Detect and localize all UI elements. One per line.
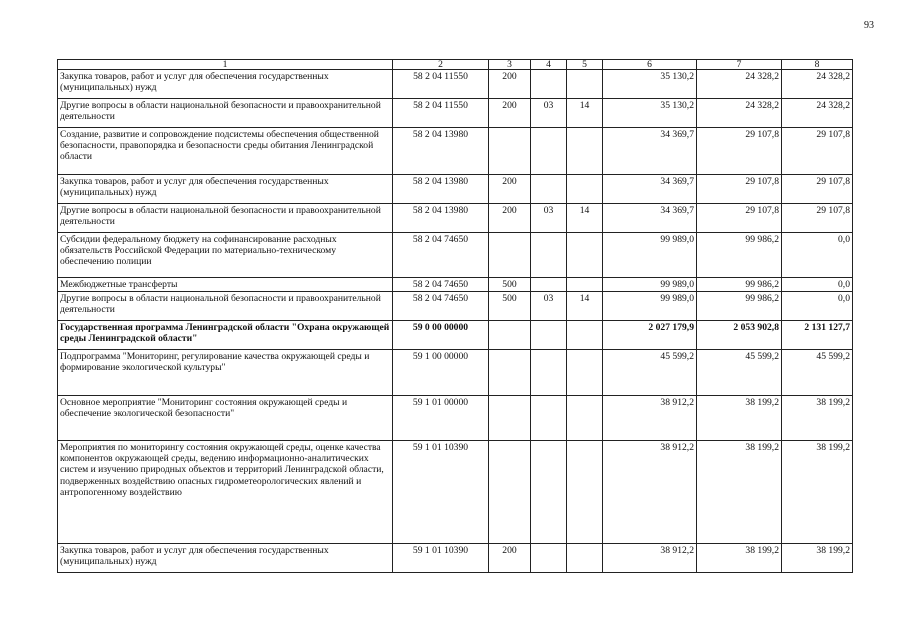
subsection: [567, 278, 603, 292]
row-name: Другие вопросы в области национальной безопасности и правоохранительной деятельности: [58, 99, 393, 128]
section: 03: [531, 99, 567, 128]
table-row: [58, 544, 853, 573]
subsection: [567, 128, 603, 175]
header-cell: 2: [393, 60, 489, 70]
table-row: [58, 278, 853, 292]
row-name: Подпрограмма "Мониторинг, регулирование качества окружающей среды и формирование экологической культуры": [58, 350, 393, 396]
amount-col6: 34 369,7: [603, 175, 697, 204]
section: [531, 321, 567, 350]
target-code: 59 1 00 00000: [393, 350, 489, 396]
expense-type: [489, 441, 531, 544]
row-name: Субсидии федеральному бюджету на софинансирование расходных обязательств Российской Федерации по материально-техническому обеспечению полиции: [58, 233, 393, 278]
row-name: Основное мероприятие "Мониторинг состояния окружающей среды и обеспечение экологической безопасности": [58, 396, 393, 441]
amount-col7: 29 107,8: [697, 128, 782, 175]
amount-col6: 38 912,2: [603, 396, 697, 441]
subsection: [567, 321, 603, 350]
table-row: [58, 99, 853, 128]
amount-col8: 29 107,8: [782, 128, 853, 175]
expense-type: [489, 233, 531, 278]
amount-col6: 38 912,2: [603, 544, 697, 573]
amount-col7: 38 199,2: [697, 544, 782, 573]
target-code: 59 1 01 10390: [393, 544, 489, 573]
amount-col8: 0,0: [782, 292, 853, 321]
table-row: [58, 396, 853, 441]
amount-col8: 2 131 127,7: [782, 321, 853, 350]
target-code: 58 2 04 74650: [393, 233, 489, 278]
table-row: [58, 204, 853, 233]
amount-col7: 29 107,8: [697, 204, 782, 233]
row-name: Закупка товаров, работ и услуг для обеспечения государственных (муниципальных) нужд: [58, 544, 393, 573]
subsection: 14: [567, 204, 603, 233]
amount-col6: 99 989,0: [603, 278, 697, 292]
amount-col8: 24 328,2: [782, 99, 853, 128]
row-name: Закупка товаров, работ и услуг для обеспечения государственных (муниципальных) нужд: [58, 175, 393, 204]
target-code: 59 1 01 10390: [393, 441, 489, 544]
expense-type: [489, 396, 531, 441]
amount-col8: 29 107,8: [782, 175, 853, 204]
amount-col6: 45 599,2: [603, 350, 697, 396]
amount-col8: 0,0: [782, 233, 853, 278]
amount-col8: 29 107,8: [782, 204, 853, 233]
amount-col7: 24 328,2: [697, 70, 782, 99]
amount-col7: 2 053 902,8: [697, 321, 782, 350]
header-cell: 7: [697, 60, 782, 70]
target-code: 58 2 04 13980: [393, 204, 489, 233]
header-cell: 1: [58, 60, 393, 70]
section: [531, 396, 567, 441]
header-cell: 5: [567, 60, 603, 70]
section: [531, 441, 567, 544]
amount-col7: 99 986,2: [697, 233, 782, 278]
table-row: [58, 175, 853, 204]
section: [531, 128, 567, 175]
page-number: 93: [864, 20, 874, 31]
amount-col7: 29 107,8: [697, 175, 782, 204]
amount-col6: 35 130,2: [603, 99, 697, 128]
target-code: 58 2 04 13980: [393, 128, 489, 175]
expense-type: [489, 350, 531, 396]
amount-col8: 24 328,2: [782, 70, 853, 99]
amount-col6: 35 130,2: [603, 70, 697, 99]
table-row: [58, 233, 853, 278]
expense-type: 200: [489, 175, 531, 204]
amount-col7: 38 199,2: [697, 396, 782, 441]
expense-type: 200: [489, 70, 531, 99]
row-name: Другие вопросы в области национальной безопасности и правоохранительной деятельности: [58, 204, 393, 233]
target-code: 59 0 00 00000: [393, 321, 489, 350]
amount-col6: 99 989,0: [603, 292, 697, 321]
header-cell: 8: [782, 60, 853, 70]
amount-col7: 24 328,2: [697, 99, 782, 128]
subsection: [567, 350, 603, 396]
table-row: [58, 321, 853, 350]
subsection: [567, 396, 603, 441]
amount-col8: 38 199,2: [782, 544, 853, 573]
amount-col6: 2 027 179,9: [603, 321, 697, 350]
header-cell: 6: [603, 60, 697, 70]
section: [531, 544, 567, 573]
row-name: Другие вопросы в области национальной безопасности и правоохранительной деятельности: [58, 292, 393, 321]
row-name: Государственная программа Ленинградской области "Охрана окружающей среды Ленинградской области": [58, 321, 393, 350]
expense-type: 200: [489, 99, 531, 128]
section: [531, 175, 567, 204]
amount-col7: 99 986,2: [697, 278, 782, 292]
section: 03: [531, 204, 567, 233]
expense-type: 200: [489, 204, 531, 233]
section: [531, 278, 567, 292]
target-code: 58 2 04 74650: [393, 278, 489, 292]
amount-col7: 45 599,2: [697, 350, 782, 396]
section: [531, 70, 567, 99]
subsection: [567, 233, 603, 278]
row-name: Межбюджетные трансферты: [58, 278, 393, 292]
subsection: [567, 175, 603, 204]
table-row: [58, 70, 853, 99]
amount-col6: 34 369,7: [603, 204, 697, 233]
section: 03: [531, 292, 567, 321]
amount-col8: 0,0: [782, 278, 853, 292]
table-row: [58, 441, 853, 544]
subsection: 14: [567, 99, 603, 128]
budget-table: [57, 59, 853, 573]
row-name: Создание, развитие и сопровождение подсистемы обеспечения общественной безопасности, правопорядка и безопасности среды обитания Ленинградской области: [58, 128, 393, 175]
target-code: 58 2 04 11550: [393, 99, 489, 128]
table-row: [58, 292, 853, 321]
amount-col6: 38 912,2: [603, 441, 697, 544]
table-row: [58, 128, 853, 175]
subsection: 14: [567, 292, 603, 321]
target-code: 58 2 04 11550: [393, 70, 489, 99]
amount-col6: 99 989,0: [603, 233, 697, 278]
table-row: [58, 350, 853, 396]
row-name: Мероприятия по мониторингу состояния окружающей среды, оценке качества компонентов окружающей среды, ведению информационно-аналитических систем и изучению природных объектов и территорий Ленинградской области, подверженных воздействию опасных гидрометеорологических явлений и антропогенному воздействию: [58, 441, 393, 544]
amount-col8: 38 199,2: [782, 396, 853, 441]
subsection: [567, 544, 603, 573]
amount-col6: 34 369,7: [603, 128, 697, 175]
expense-type: 200: [489, 544, 531, 573]
section: [531, 350, 567, 396]
header-row: [58, 60, 853, 70]
expense-type: [489, 321, 531, 350]
amount-col8: 45 599,2: [782, 350, 853, 396]
header-cell: 4: [531, 60, 567, 70]
expense-type: 500: [489, 292, 531, 321]
expense-type: 500: [489, 278, 531, 292]
amount-col7: 99 986,2: [697, 292, 782, 321]
header-cell: 3: [489, 60, 531, 70]
row-name: Закупка товаров, работ и услуг для обеспечения государственных (муниципальных) нужд: [58, 70, 393, 99]
amount-col7: 38 199,2: [697, 441, 782, 544]
section: [531, 233, 567, 278]
subsection: [567, 70, 603, 99]
target-code: 58 2 04 74650: [393, 292, 489, 321]
amount-col8: 38 199,2: [782, 441, 853, 544]
target-code: 58 2 04 13980: [393, 175, 489, 204]
subsection: [567, 441, 603, 544]
target-code: 59 1 01 00000: [393, 396, 489, 441]
expense-type: [489, 128, 531, 175]
